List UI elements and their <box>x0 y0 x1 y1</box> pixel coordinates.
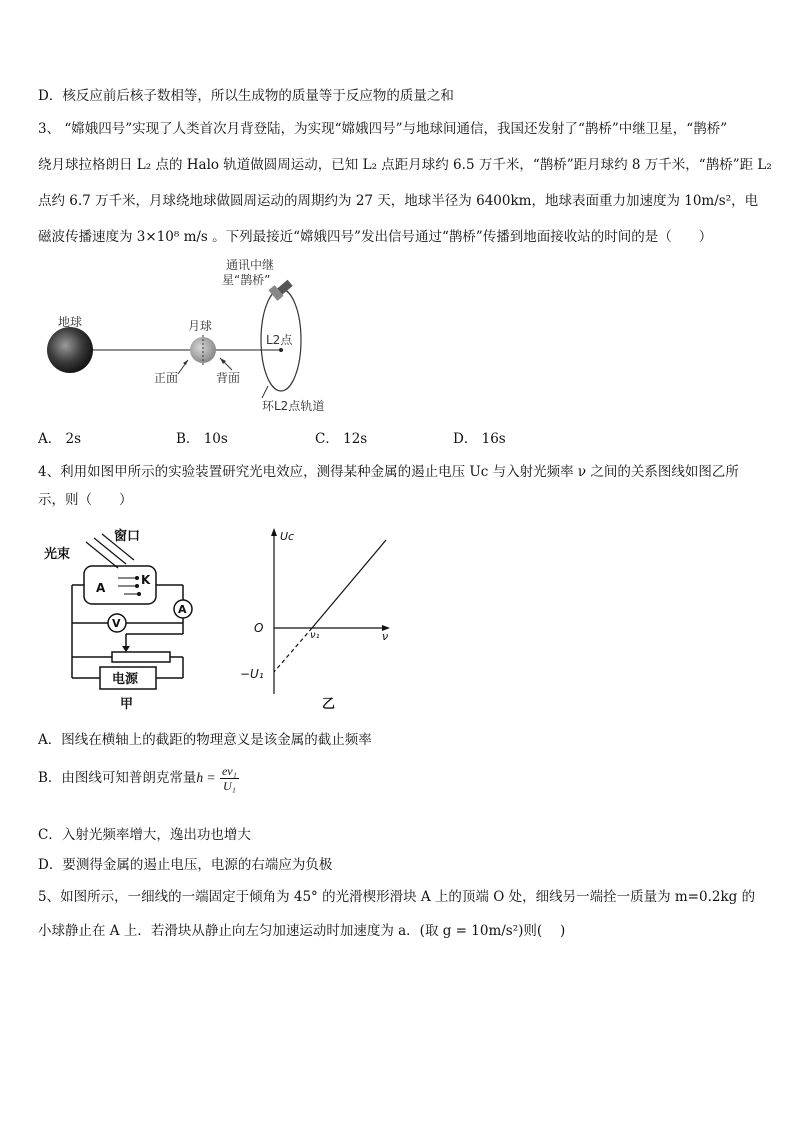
q3-option-a[interactable]: A． 2s <box>38 431 82 447</box>
rheostat <box>112 652 170 662</box>
moon-label: 月球 <box>188 319 213 333</box>
relay-label-2: 星“鹊桥” <box>222 273 271 287</box>
y-axis-label: Uc <box>280 530 295 543</box>
orbit-label: 环L2点轨道 <box>262 399 325 413</box>
beam-label: 光束 <box>44 547 71 562</box>
relay-label-1: 通讯中继 <box>226 258 275 272</box>
q3-text-line-2: 绕月球拉格朗日 L₂ 点的 Halo 轨道做圆周运动，已知 L₂ 点距月球约 6.5 万千米，“鹊桥”距月球约 8 万千米，“鹊桥”距 L₂ <box>38 157 772 173</box>
q3-text-line-1: 3、 “嫦娥四号”实现了人类首次月背登陆，为实现“嫦娥四号”与地球间通信，我国还发射了“鹊桥”中继卫星，“鹊桥” <box>38 121 728 137</box>
l2-label: L2点 <box>266 333 293 347</box>
x-axis-label: ν <box>382 630 389 643</box>
q4-option-b-fraction <box>220 764 239 793</box>
q5-text-line-2: 小球静止在 A 上．若滑块从静止向左匀加速运动时加速度为 a．(取 g = 10m/s²)则( ) <box>38 923 566 939</box>
power-label: 电源 <box>112 672 139 687</box>
back-label: 背面 <box>216 371 241 385</box>
origin-label: O <box>254 621 264 635</box>
q3-option-d[interactable]: D． 16s <box>453 431 506 447</box>
fraction-denominator: U₁ <box>222 779 236 793</box>
q2-option-d: D．核反应前后核子数相等，所以生成物的质量等于反应物的质量之和 <box>38 88 454 104</box>
anode-label: A <box>96 581 106 595</box>
q4-graph-figure <box>240 522 400 712</box>
cathode-label: K <box>141 573 151 587</box>
q3-option-b[interactable]: B． 10s <box>176 431 228 447</box>
voltmeter-label: V <box>112 617 121 630</box>
earth <box>47 327 93 373</box>
q3-text-line-3: 点约 6.7 万千米，月球绕地球做圆周运动的周期约为 27 天，地球半径为 6400km，地球表面重力加速度为 10m/s²，电 <box>38 193 759 209</box>
earth-label: 地球 <box>58 315 83 329</box>
q5-text-line-1: 5、如图所示，一细线的一端固定于倾角为 45° 的光滑楔形滑块 A 上的顶端 O 处，细线另一端拴一质量为 m=0.2kg 的 <box>38 889 756 905</box>
q4-text-line-1: 4、利用如图甲所示的实验装置研究光电效应，测得某种金属的遏止电压 Uc 与入射光频率 ν 之间的关系图线如图乙所 <box>38 464 739 480</box>
fig-a-caption: 甲 <box>120 697 134 712</box>
graph-extension <box>274 628 312 672</box>
x-intercept-label: ν₁ <box>310 630 320 641</box>
q4-option-b[interactable] <box>38 764 239 793</box>
q4-option-a[interactable]: A．图线在横轴上的截距的物理意义是该金属的截止频率 <box>38 732 372 748</box>
front-label: 正面 <box>154 371 179 385</box>
fraction-numerator: eν₁ <box>221 764 237 778</box>
q4-option-b-text: B．由图线可知普朗克常量 <box>38 770 197 786</box>
ammeter-label: A <box>178 603 187 616</box>
q4-text-line-2: 示，则（ ） <box>38 492 133 508</box>
fig-b-caption: 乙 <box>322 697 336 712</box>
q3-text-line-4: 磁波传播速度为 3×10⁸ m/s 。下列最接近“嫦娥四号”发出信号通过“鹊桥”传播到地面接收站的时间的是（ ） <box>38 229 713 245</box>
relay-satellite-icon <box>268 280 292 301</box>
q3-orbit-figure <box>0 252 794 417</box>
y-intercept-label: −U₁ <box>240 667 264 681</box>
l2-point <box>279 348 283 352</box>
q3-option-c[interactable]: C． 12s <box>315 431 368 447</box>
q4-option-c[interactable]: C．入射光频率增大，逸出功也增大 <box>38 827 251 843</box>
q4-option-b-h: h = <box>196 770 216 785</box>
window-label: 窗口 <box>114 529 141 544</box>
graph-line <box>312 540 386 628</box>
q4-option-d[interactable]: D．要测得金属的遏止电压，电源的右端应为负极 <box>38 857 333 873</box>
q4-circuit-figure <box>38 522 208 712</box>
